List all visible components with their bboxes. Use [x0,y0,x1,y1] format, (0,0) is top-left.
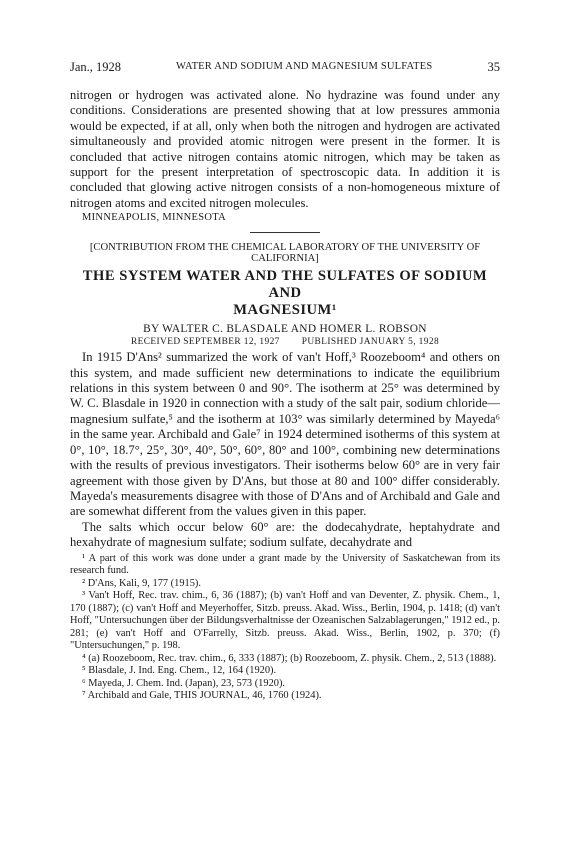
article-title [70,268,500,319]
published-date: PUBLISHED JANUARY 5, 1928 [301,337,440,348]
received-date: RECEIVED SEPTEMBER 12, 1927 [130,337,280,348]
article-separator [250,232,320,233]
body-paragraph-1: In 1915 D'Ans² summarized the work of van't Hoff,³ Roozeboom⁴ and others on this system, and made sufficient new determinations to indicate the equilibrium relations in this system between 0 and 90°. The isotherm at 25° was determined by W. C. Blasdale in 1920 in connection with a study of the salt pair, sodium chloride—magnesium sulfate,⁵ and the isotherm at 103° was similarly determined by Mayeda⁶ in the same year. Archibald and Gale⁷ in 1924 determined isotherms of this system at 0°, 10°, 18.7°, 25°, 30°, 40°, 50°, 60°, 80° and 100°, combining new determinations with the results of previous investigators. Their isotherms below 60° are in very fair agreement with those given by D'Ans, but those at 80 and 100° differ considerably. Mayeda's measurements disagree with those of D'Ans and of Archibald and Gale and are somewhat different from the values given in this paper. [70,350,500,519]
footnotes [70,553,500,703]
author-location: MINNEAPOLIS, MINNESOTA [82,212,227,224]
article-authors: BY WALTER C. BLASDALE AND HOMER L. ROBSON [143,323,427,336]
page-number: 35 [487,60,500,74]
body-paragraph-2: The salts which occur below 60° are: the dodecahydrate, heptahydrate and hexahydrate of magnesium sulfate; sodium sulfate, decahydrate and [70,519,500,550]
contribution-line: [CONTRIBUTION FROM THE CHEMICAL LABORATORY OF THE UNIVERSITY OF CALIFORNIA] [89,242,481,265]
running-title: WATER AND SODIUM AND MAGNESIUM SULFATES [176,61,433,72]
article-dates [70,337,500,347]
footnote-6: ⁶ Mayeda, J. Chem. Ind. (Japan), 23, 573 (1920). [82,677,286,689]
footnote-7: ⁷ Archibald and Gale, THIS JOURNAL, 46, 1760 (1924). [82,690,322,702]
page-body [70,88,500,703]
article-title-line-2: MAGNESIUM¹ [233,302,337,319]
issue-date: Jan., 1928 [70,60,122,74]
article-title-line-1: THE SYSTEM WATER AND THE SULFATES OF SODIUM AND [82,268,488,302]
footnote-3: ³ Van't Hoff, Rec. trav. chim., 6, 36 (1887); (b) van't Hoff and van Deventer, Z. physik. Chem., 1, 170 (1887); (c) van't Hoff and Meyerhoffer, Sitzb. preuss. Akad. Wiss., Berlin, 1904, p. 1418; (d) van't Hoff, "Untersuchungen über der Bildungsverhaltnisse der Ozeanischen Salzablagerungen," 1912 ed., p. 281; (e) van't Hoff and O'Farrelly, Sitzb. preuss. Akad. Wiss., Berlin, 1902, p. 370; (f) "Untersuchungen," p. 198. [70,590,500,652]
footnote-1: ¹ A part of this work was done under a grant made by the University of Saskatchewan from its research fund. [70,552,500,577]
running-header [70,60,500,76]
footnote-2: ² D'Ans, Kali, 9, 177 (1915). [82,577,201,589]
footnote-5: ⁵ Blasdale, J. Ind. Eng. Chem., 12, 164 (1920). [82,665,277,677]
previous-article-conclusion: nitrogen or hydrogen was activated alone. No hydrazine was found under any conditions. Considerations are presented showing that at low pressures ammonia would be expected, if at all, only when both the nitrogen and hydrogen are activated simultaneously and provided atomic nitrogen were present in the former. It is concluded that active nitrogen contains atomic nitrogen, which may be taken as support for the present interpretation of spectroscopic data. In addition it is concluded that glowing active nitrogen consists of a non-homogeneous mixture of nitrogen atoms and excited nitrogen molecules. [70,88,500,210]
footnote-4: ⁴ (a) Roozeboom, Rec. trav. chim., 6, 333 (1887); (b) Roozeboom, Z. physik. Chem., 2, 513 (1888). [82,652,497,664]
